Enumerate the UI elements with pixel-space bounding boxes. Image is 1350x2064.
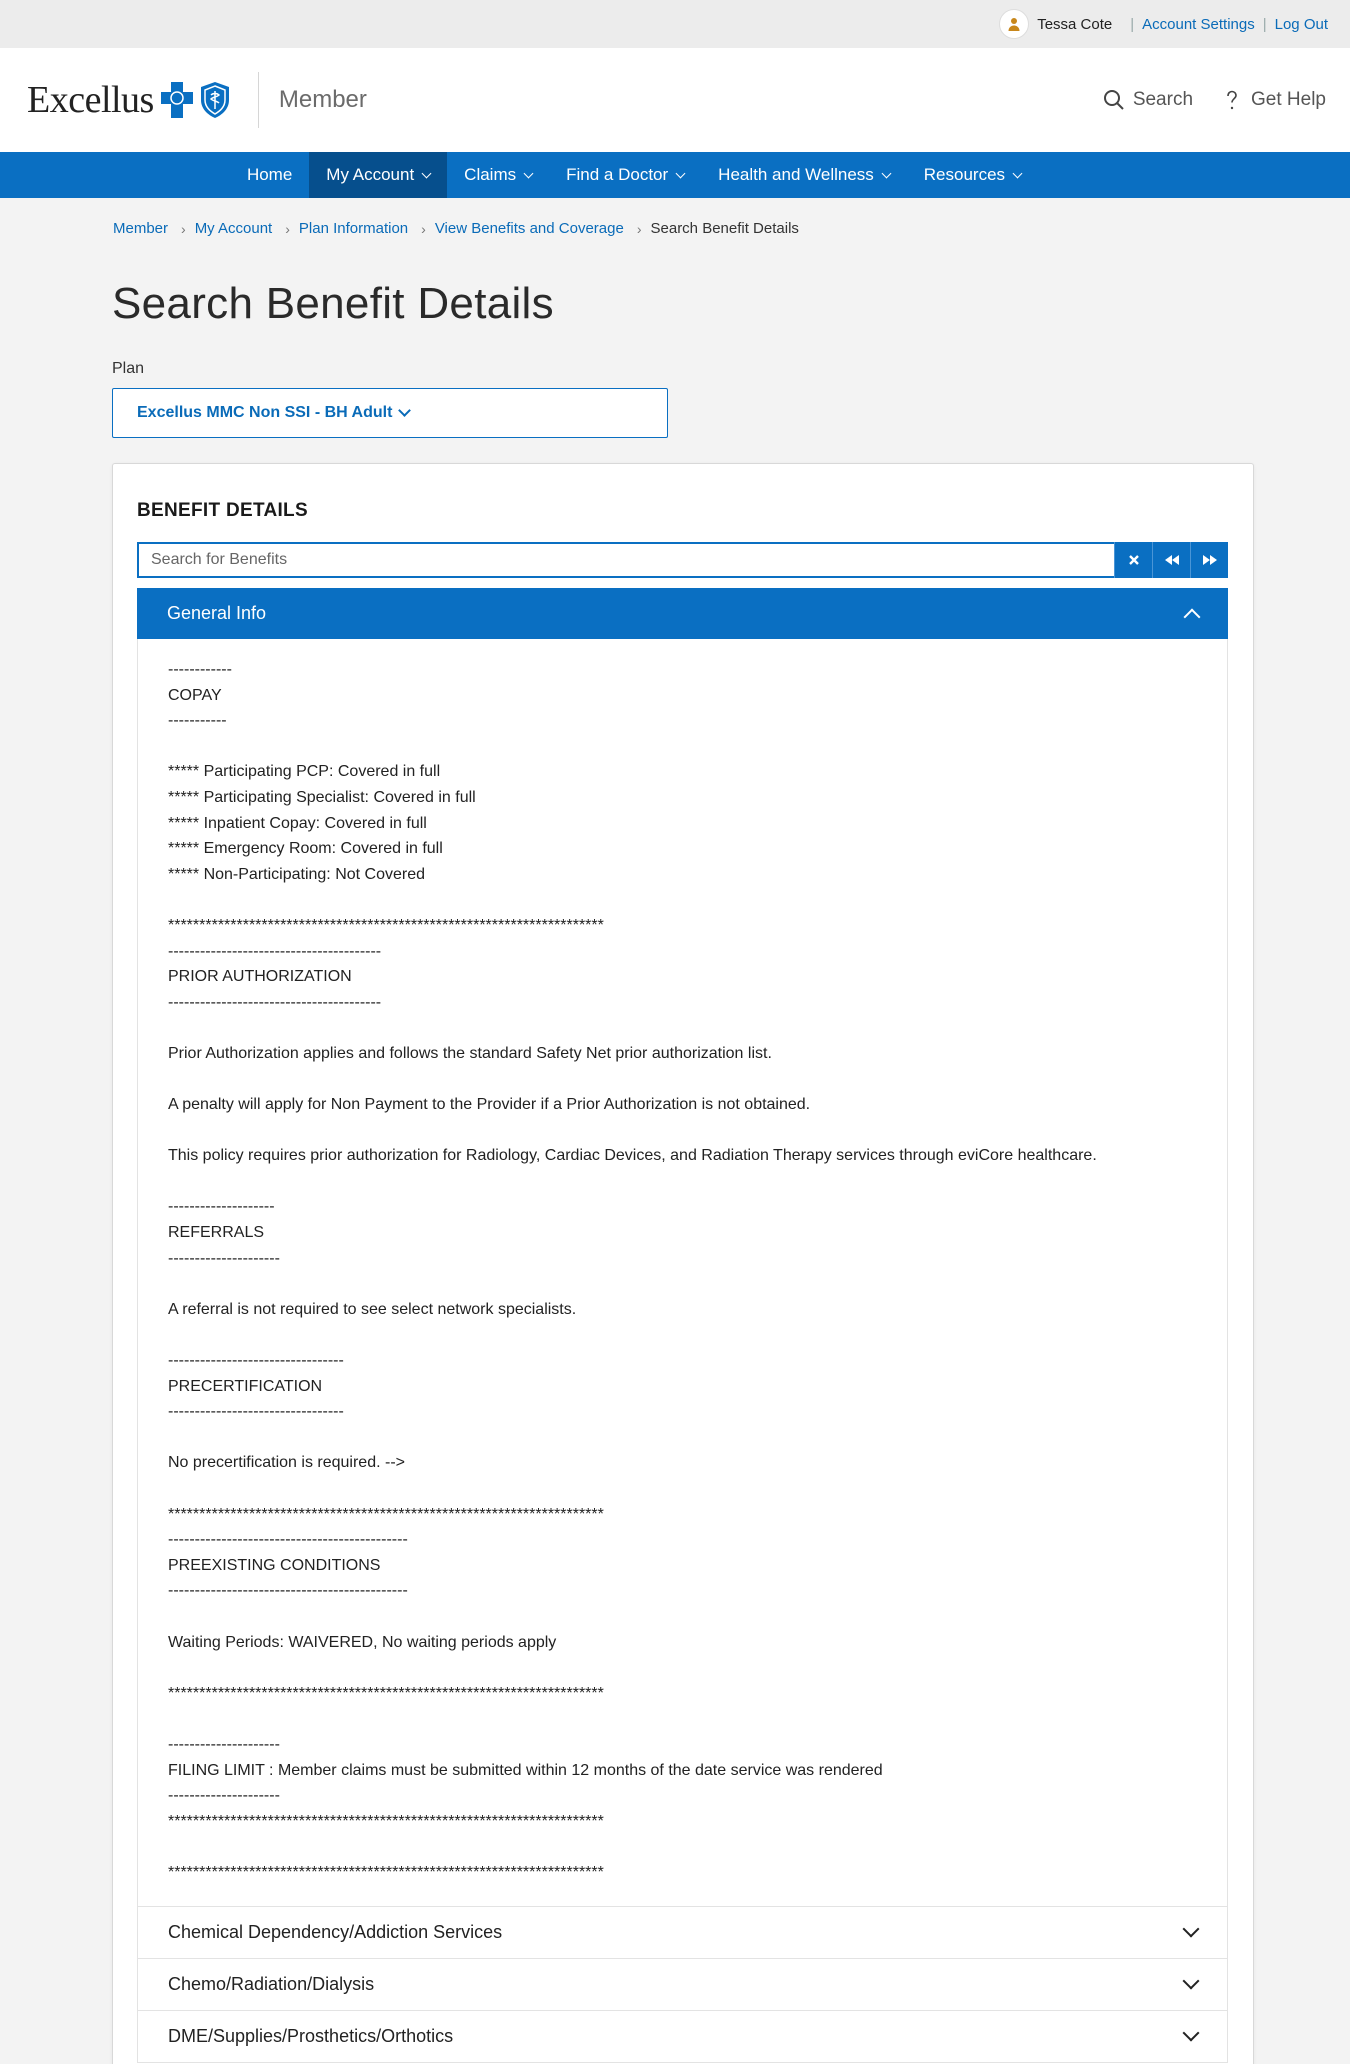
accordion-item-title: Chemo/Radiation/Dialysis — [168, 1973, 375, 1994]
nav-item-claims[interactable] — [447, 152, 549, 198]
benefit-text-line — [168, 1834, 1197, 1860]
benefit-text-line: --------------------------------- — [168, 1403, 344, 1421]
blue-shield-icon — [198, 80, 232, 120]
breadcrumb-separator: › — [181, 220, 186, 237]
benefit-text-line: ********************************************************************** — [168, 916, 604, 934]
benefit-text-line — [168, 734, 1197, 760]
benefit-text-line: REFERRALS — [168, 1224, 265, 1242]
benefit-text-line: A penalty will apply for Non Payment to the Provider if a Prior Authorization is not obtained. — [168, 1096, 811, 1114]
breadcrumb-link[interactable]: My Account — [194, 220, 273, 237]
benefit-text-line — [168, 1322, 1197, 1348]
benefit-text-line — [168, 1655, 1197, 1681]
header-search-label: Search — [1132, 89, 1194, 110]
plan-select-value: Excellus MMC Non SSI - BH Adult — [137, 404, 393, 421]
benefit-text-line — [168, 1169, 1197, 1195]
site-header — [0, 48, 1350, 152]
accordion-title: General Info — [167, 603, 267, 623]
benefit-text-line: --------------------- — [168, 1735, 280, 1753]
breadcrumb — [0, 198, 1350, 237]
accordion-item[interactable] — [137, 2011, 1228, 2063]
benefit-text-line: A referral is not required to see select network specialists. — [168, 1300, 577, 1318]
benefit-text-line: ---------------------------------------- — [168, 993, 382, 1011]
benefit-text-line: ***** Inpatient Copay: Covered in full — [168, 814, 427, 832]
logo-wordmark[interactable]: Excellus — [27, 79, 154, 121]
utility-separator: | — [1262, 15, 1267, 33]
benefit-text-line: ********************************************************************** — [168, 1684, 604, 1702]
plan-label: Plan — [112, 360, 145, 377]
benefit-text-line: ---------------------------------------- — [168, 942, 382, 960]
benefit-text-line — [168, 887, 1197, 913]
breadcrumb-separator: › — [285, 220, 290, 237]
nav-item-label: Health and Wellness — [718, 165, 874, 184]
benefit-text-line: ------------ — [168, 661, 232, 678]
nav-item-home[interactable] — [230, 152, 309, 198]
question-mark-icon — [1221, 89, 1243, 111]
page-title: Search Benefit Details — [112, 279, 554, 328]
account-settings-link[interactable]: Account Settings — [1142, 15, 1255, 33]
benefit-text-line: Prior Authorization applies and follows the standard Safety Net prior authorization list. — [168, 1044, 772, 1062]
nav-item-label: Claims — [464, 165, 517, 184]
benefit-accordion — [137, 588, 1228, 2063]
benefit-text-line — [168, 1425, 1197, 1451]
next-match-button[interactable] — [1190, 542, 1228, 578]
chevron-down-icon — [1183, 1973, 1200, 1990]
benefit-text-line: ********************************************************************** — [168, 1505, 604, 1523]
nav-item-my-account[interactable] — [309, 152, 447, 198]
benefit-text-line: --------------------------------------------- — [168, 1531, 408, 1549]
benefit-text-line — [168, 1118, 1197, 1144]
benefit-text-line: ----------- — [168, 712, 227, 730]
chevron-down-icon — [1013, 168, 1023, 178]
chevron-down-icon — [676, 168, 686, 178]
main-nav — [0, 152, 1350, 198]
benefit-text-line: PRECERTIFICATION — [168, 1377, 323, 1395]
accordion-item[interactable] — [137, 1907, 1228, 1959]
benefit-text-line: Waiting Periods: WAIVERED, No waiting periods apply — [168, 1633, 557, 1651]
header-search-button[interactable] — [1103, 89, 1193, 111]
nav-item-label: Home — [246, 165, 293, 184]
nav-item-label: Find a Doctor — [566, 165, 669, 184]
plan-select[interactable] — [112, 388, 668, 438]
chevron-down-icon — [524, 168, 534, 178]
clear-search-button[interactable] — [1114, 542, 1152, 578]
benefit-text-line: PRIOR AUTHORIZATION — [168, 968, 352, 986]
chevron-down-icon — [1183, 1921, 1200, 1938]
benefit-text-line: ***** Participating Specialist: Covered in full — [168, 788, 476, 806]
get-help-label: Get Help — [1251, 89, 1326, 110]
benefit-text-line: PREEXISTING CONDITIONS — [168, 1556, 381, 1574]
accordion-item-title: Chemical Dependency/Addiction Services — [168, 1921, 503, 1942]
general-info-content — [137, 639, 1228, 1907]
breadcrumb-link[interactable]: Member — [113, 220, 169, 237]
benefit-search-bar — [137, 542, 1228, 578]
chevron-up-icon — [1184, 608, 1201, 625]
benefit-text-line: ********************************************************************** — [168, 1812, 604, 1830]
utility-bar — [0, 0, 1350, 48]
fast-forward-icon — [1202, 552, 1218, 568]
chevron-down-icon — [422, 168, 432, 178]
nav-item-find-a-doctor[interactable] — [549, 152, 701, 198]
previous-match-button[interactable] — [1152, 542, 1190, 578]
breadcrumb-separator: › — [636, 220, 642, 237]
nav-item-resources[interactable] — [907, 152, 1038, 198]
benefit-text-line — [168, 1476, 1197, 1502]
benefit-text-line: --------------------------------- — [168, 1352, 344, 1370]
accordion-item-title: DME/Supplies/Prosthetics/Orthotics — [168, 2025, 454, 2046]
chevron-down-icon — [1183, 2025, 1200, 2042]
logo-divider — [258, 72, 259, 128]
bcbs-logo-icon[interactable] — [160, 80, 232, 120]
chevron-down-icon — [881, 168, 891, 178]
accordion-header-general-info[interactable] — [137, 588, 1228, 639]
get-help-button[interactable] — [1221, 89, 1326, 111]
benefit-text-line — [168, 1067, 1197, 1093]
benefit-text-line — [168, 1271, 1197, 1297]
breadcrumb-current: Search Benefit Details — [650, 220, 799, 237]
benefit-search-input[interactable] — [137, 542, 1114, 578]
breadcrumb-link[interactable]: View Benefits and Coverage — [434, 220, 624, 237]
header-actions — [1103, 89, 1326, 111]
benefit-text-line: ***** Participating PCP: Covered in full — [168, 763, 441, 781]
chevron-down-icon — [399, 404, 412, 417]
benefit-text-line: This policy requires prior authorization for Radiology, Cardiac Devices, and Radiation Therapy services through eviCore healthcare. — [168, 1147, 1097, 1165]
collapsed-sections — [137, 1907, 1228, 2063]
main-nav-items — [230, 152, 1038, 198]
benefit-details-card — [112, 463, 1254, 2064]
user-avatar-icon[interactable] — [999, 9, 1029, 39]
benefit-text-line: No precertification is required. --> — [168, 1454, 405, 1472]
utility-separator: | — [1130, 15, 1135, 33]
benefit-text-line — [168, 1015, 1197, 1041]
nav-item-label: My Account — [326, 165, 415, 184]
benefit-text-line: -------------------- — [168, 1198, 275, 1216]
benefit-text-line — [168, 1604, 1197, 1630]
benefit-details-title: BENEFIT DETAILS — [137, 500, 308, 521]
benefit-text-line: ***** Emergency Room: Covered in full — [168, 840, 443, 858]
benefit-text-line: --------------------- — [168, 1787, 280, 1805]
accordion-item[interactable] — [137, 1959, 1228, 2011]
nav-item-label: Resources — [923, 165, 1006, 184]
rewind-icon — [1164, 552, 1180, 568]
blue-cross-icon — [160, 80, 194, 120]
benefit-text-line: FILING LIMIT : Member claims must be submitted within 12 months of the date service was rendered — [168, 1761, 883, 1779]
portal-label: Member — [278, 86, 367, 113]
breadcrumb-separator: › — [421, 220, 426, 237]
nav-item-health-and-wellness[interactable] — [701, 152, 907, 198]
close-icon — [1126, 552, 1142, 568]
benefit-text-line: ***** Non-Participating: Not Covered — [168, 865, 426, 883]
breadcrumb-link[interactable]: Plan Information — [298, 220, 409, 237]
benefit-text-line: COPAY — [168, 686, 222, 704]
user-name[interactable]: Tessa Cote — [1037, 15, 1113, 33]
benefit-text-line: --------------------------------------------- — [168, 1582, 408, 1600]
log-out-link[interactable]: Log Out — [1274, 15, 1328, 33]
benefit-text-line — [168, 1706, 1197, 1732]
benefit-text-line: --------------------- — [168, 1249, 280, 1267]
search-icon — [1103, 89, 1125, 111]
benefit-text-line: ********************************************************************** — [168, 1863, 604, 1881]
